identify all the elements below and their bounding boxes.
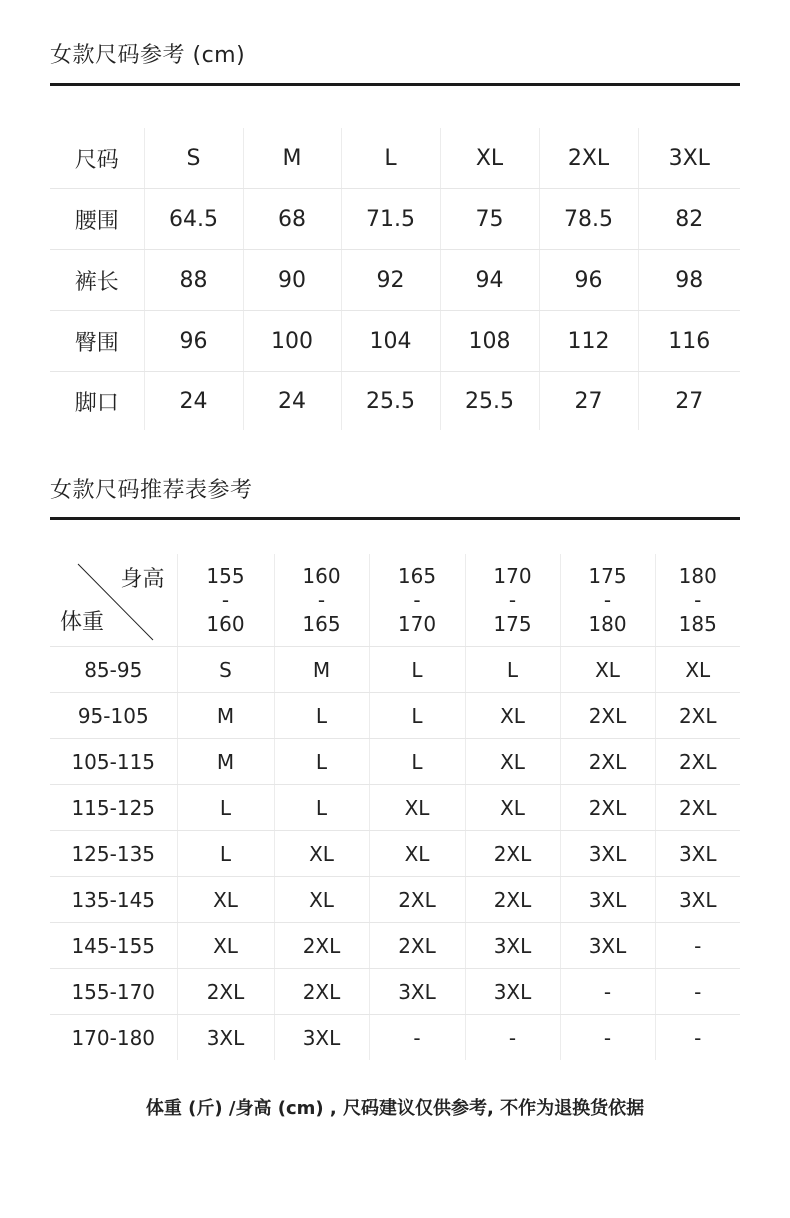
- height-range-header: [274, 554, 369, 647]
- height-range-dash: -: [694, 588, 702, 612]
- size-cell: 98: [638, 250, 740, 311]
- size-cell: 2XL: [539, 128, 638, 189]
- size-recommendation-cell: L: [274, 693, 369, 739]
- size-recommendation-cell: L: [274, 739, 369, 785]
- height-range-header: [560, 554, 655, 647]
- height-range-dash: -: [317, 588, 326, 612]
- size-recommendation-cell: L: [369, 739, 465, 785]
- table-row: [50, 693, 740, 739]
- size-recommendation-cell: -: [560, 969, 655, 1015]
- table-row: [50, 877, 740, 923]
- size-recommendation-cell: 2XL: [369, 923, 465, 969]
- size-recommendation-cell: L: [465, 647, 560, 693]
- size-cell: 104: [341, 311, 440, 372]
- size-recommendation-cell: 3XL: [465, 923, 560, 969]
- size-cell: 27: [539, 372, 638, 431]
- size-cell: 27: [638, 372, 740, 431]
- weight-range-cell: 85-95: [50, 647, 177, 693]
- size-recommendation-cell: M: [274, 647, 369, 693]
- size-recommendation-cell: XL: [274, 877, 369, 923]
- size-recommendation-cell: L: [369, 693, 465, 739]
- size-cell: 68: [243, 189, 341, 250]
- height-range-to: 165: [302, 612, 341, 636]
- size-recommendation-cell: 2XL: [655, 785, 740, 831]
- size-cell: 116: [638, 311, 740, 372]
- size-recommendation-cell: 3XL: [560, 923, 655, 969]
- size-recommendation-cell: 2XL: [465, 831, 560, 877]
- size-recommendation-cell: 2XL: [465, 877, 560, 923]
- size-recommendation-cell: 2XL: [655, 693, 740, 739]
- size-recommendation-cell: XL: [560, 647, 655, 693]
- size-recommendation-cell: L: [274, 785, 369, 831]
- size-cell: M: [243, 128, 341, 189]
- size-cell: 3XL: [638, 128, 740, 189]
- size-recommendation-cell: 2XL: [369, 877, 465, 923]
- height-range-header: [465, 554, 560, 647]
- size-cell: 25.5: [341, 372, 440, 431]
- height-range-header: [369, 554, 465, 647]
- size-recommendation-cell: XL: [274, 831, 369, 877]
- table-row: [50, 739, 740, 785]
- size-cell: 100: [243, 311, 341, 372]
- height-range-from: 175: [588, 564, 627, 588]
- height-range-from: 180: [678, 564, 717, 588]
- size-recommendation-cell: 3XL: [560, 877, 655, 923]
- size-recommendation-cell: 2XL: [560, 739, 655, 785]
- size-recommendation-cell: M: [177, 739, 274, 785]
- size-recommendation-cell: XL: [465, 739, 560, 785]
- size-recommendation-cell: -: [369, 1015, 465, 1061]
- table-row: [50, 831, 740, 877]
- size-cell: 96: [144, 311, 243, 372]
- size-cell: 108: [440, 311, 539, 372]
- size-row: [50, 372, 740, 431]
- size-recommendation-cell: -: [465, 1015, 560, 1061]
- size-recommendation-cell: 3XL: [655, 831, 740, 877]
- size-cell: 64.5: [144, 189, 243, 250]
- height-range-from: 160: [302, 564, 341, 588]
- size-cell: 96: [539, 250, 638, 311]
- size-cell: 24: [243, 372, 341, 431]
- weight-range-cell: 135-145: [50, 877, 177, 923]
- weight-range-cell: 125-135: [50, 831, 177, 877]
- size-recommendation-cell: XL: [465, 693, 560, 739]
- weight-range-cell: 145-155: [50, 923, 177, 969]
- size-recommendation-cell: 2XL: [177, 969, 274, 1015]
- size-chart-table: [50, 128, 740, 430]
- height-range-to: 160: [206, 612, 245, 636]
- size-recommendation-cell: 2XL: [560, 693, 655, 739]
- height-range-header: [177, 554, 274, 647]
- size-cell: 78.5: [539, 189, 638, 250]
- size-recommendation-cell: XL: [465, 785, 560, 831]
- weight-range-cell: 105-115: [50, 739, 177, 785]
- size-recommendation-cell: 2XL: [274, 923, 369, 969]
- size-cell: 88: [144, 250, 243, 311]
- size-recommendation-cell: XL: [177, 923, 274, 969]
- height-range-from: 170: [493, 564, 532, 588]
- height-range-header: [655, 554, 740, 647]
- recommend-chart-title: 女款尺码推荐表参考: [50, 478, 253, 503]
- table-row: [50, 1015, 740, 1061]
- weight-range-cell: 115-125: [50, 785, 177, 831]
- row-label: 臀围: [50, 311, 144, 372]
- height-range-to: 185: [678, 612, 717, 636]
- size-recommendation-cell: -: [560, 1015, 655, 1061]
- table-row: [50, 923, 740, 969]
- height-range-dash: -: [413, 588, 421, 612]
- size-recommendation-cell: XL: [655, 647, 740, 693]
- size-recommendation-cell: L: [177, 785, 274, 831]
- footnote: 体重 (斤) /身高 (cm) , 尺码建议仅供参考, 不作为退换货依据: [145, 1098, 645, 1119]
- size-cell: 94: [440, 250, 539, 311]
- size-row: [50, 311, 740, 372]
- size-recommendation-cell: M: [177, 693, 274, 739]
- recommend-chart-table: [50, 554, 740, 1060]
- height-range-from: 155: [206, 564, 245, 588]
- size-recommendation-cell: 3XL: [465, 969, 560, 1015]
- size-cell: XL: [440, 128, 539, 189]
- size-cell: 90: [243, 250, 341, 311]
- size-cell: 112: [539, 311, 638, 372]
- weight-range-cell: 155-170: [50, 969, 177, 1015]
- recommend-chart-rule: [50, 517, 740, 520]
- size-recommendation-cell: L: [369, 647, 465, 693]
- size-recommendation-cell: 3XL: [274, 1015, 369, 1061]
- size-cell: 24: [144, 372, 243, 431]
- size-recommendation-cell: S: [177, 647, 274, 693]
- table-row: [50, 969, 740, 1015]
- size-cell: 92: [341, 250, 440, 311]
- size-chart-title: 女款尺码参考 (cm): [50, 43, 246, 68]
- size-chart-rule: [50, 83, 740, 86]
- size-cell: 71.5: [341, 189, 440, 250]
- corner-weight-label: 体重: [60, 610, 105, 635]
- size-recommendation-cell: XL: [369, 785, 465, 831]
- size-recommendation-cell: 3XL: [177, 1015, 274, 1061]
- weight-range-cell: 95-105: [50, 693, 177, 739]
- size-recommendation-cell: 2XL: [655, 739, 740, 785]
- row-label: 脚口: [74, 390, 119, 416]
- row-label: 腰围: [50, 189, 144, 250]
- corner-cell: [50, 554, 177, 647]
- size-row: [50, 189, 740, 250]
- size-recommendation-cell: L: [177, 831, 274, 877]
- height-range-dash: -: [508, 588, 517, 612]
- size-recommendation-cell: XL: [177, 877, 274, 923]
- size-recommendation-cell: 3XL: [560, 831, 655, 877]
- size-cell: 75: [440, 189, 539, 250]
- size-recommendation-cell: -: [655, 923, 740, 969]
- height-range-from: 165: [397, 564, 437, 588]
- size-recommendation-cell: -: [655, 969, 740, 1015]
- table-row: [50, 785, 740, 831]
- height-range-dash: -: [603, 588, 612, 612]
- size-row: [50, 250, 740, 311]
- size-cell: L: [341, 128, 440, 189]
- size-recommendation-cell: 3XL: [655, 877, 740, 923]
- size-cell: 25.5: [440, 372, 539, 431]
- height-range-dash: -: [221, 588, 230, 612]
- recommend-header-row: [50, 554, 740, 647]
- size-header-row: [50, 128, 740, 189]
- height-range-to: 175: [493, 612, 532, 636]
- size-cell: 82: [638, 189, 740, 250]
- row-label: 裤长: [50, 250, 144, 311]
- table-row: [50, 647, 740, 693]
- size-recommendation-cell: 3XL: [369, 969, 465, 1015]
- corner-height-label: 身高: [120, 567, 165, 592]
- weight-range-cell: 170-180: [71, 1025, 156, 1050]
- size-recommendation-cell: 2XL: [274, 969, 369, 1015]
- size-recommendation-cell: XL: [369, 831, 465, 877]
- row-label: 尺码: [50, 128, 144, 189]
- height-range-to: 170: [397, 612, 437, 636]
- height-range-to: 180: [588, 612, 627, 636]
- size-recommendation-cell: -: [655, 1015, 740, 1061]
- size-recommendation-cell: 2XL: [560, 785, 655, 831]
- size-cell: S: [144, 128, 243, 189]
